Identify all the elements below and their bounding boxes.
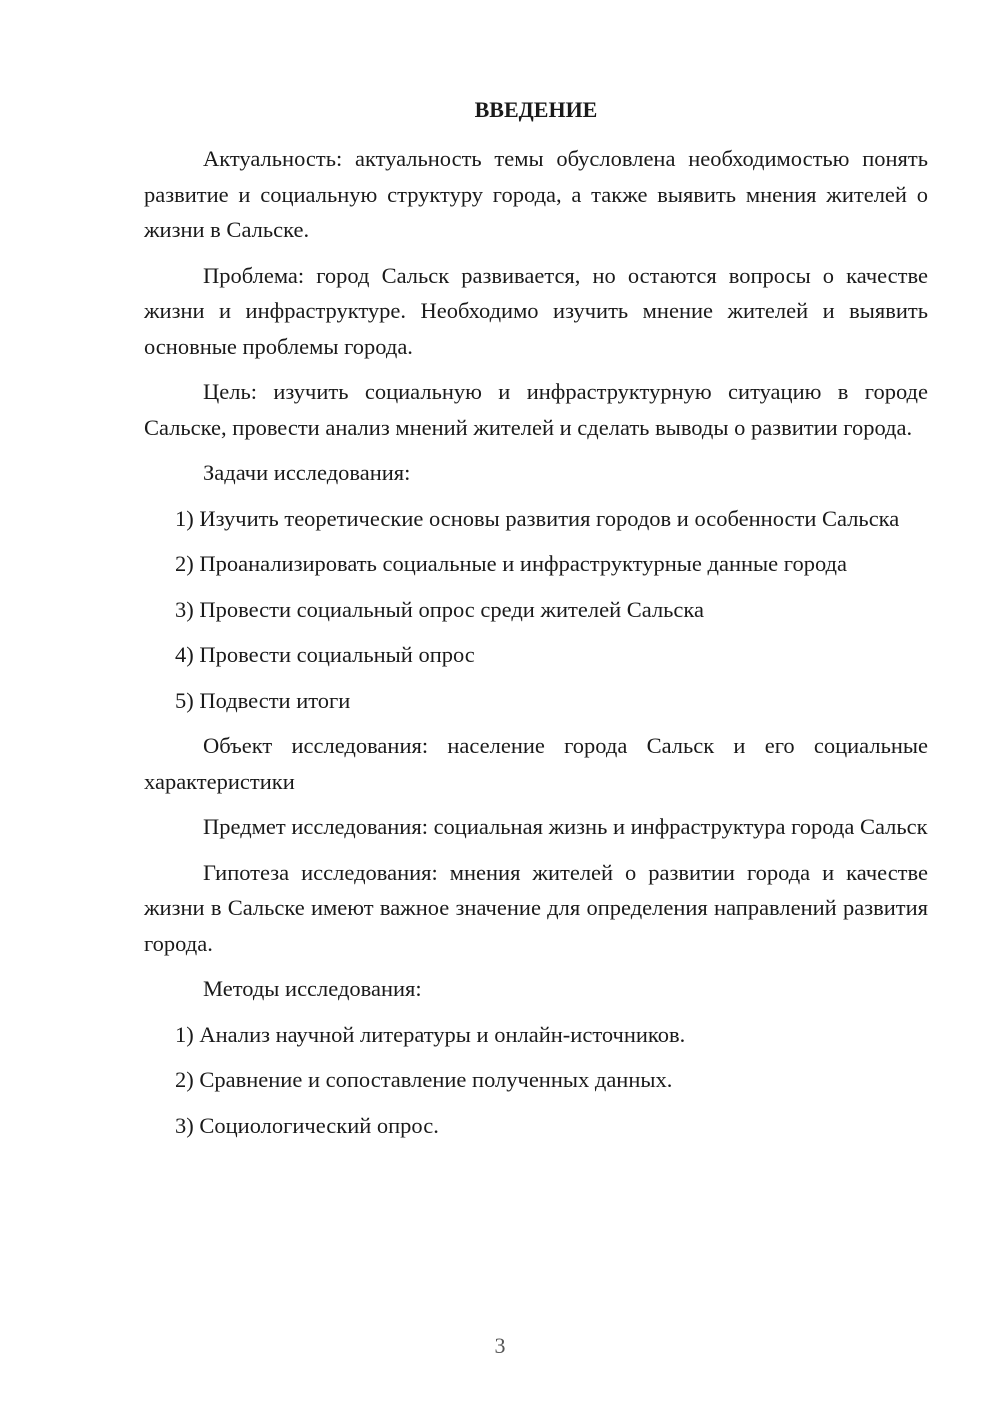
methods-title: Методы исследования:	[203, 976, 422, 1001]
page-content	[144, 92, 928, 1153]
method-item: 2) Сравнение и сопоставление полученных данных.	[175, 1067, 673, 1092]
task-item: 2) Проанализировать социальные и инфраструктурные данные города	[175, 551, 847, 576]
page-number: 3	[494, 1333, 506, 1358]
task-item: 3) Провести социальный опрос среди жителей Сальска	[175, 596, 704, 622]
hypothesis-paragraph: Гипотеза исследования: мнения жителей о развитии города и качестве жизни в Сальске имеют важное значение для определения направлений развития города.	[144, 859, 928, 956]
object-paragraph: Объект исследования: население города Сальск и его социальные характеристики	[144, 733, 928, 794]
task-item: 5) Подвести итоги	[175, 687, 351, 713]
goal-paragraph: Цель: изучить социальную и инфраструктурную ситуацию в городе Сальске, провести анализ мнений жителей и сделать выводы о развитии города.	[144, 379, 928, 440]
problem-paragraph: Проблема: город Сальск развивается, но остаются вопросы о качестве жизни и инфраструктуре. Необходимо изучить мнение жителей и выявить основные проблемы города.	[144, 262, 928, 359]
subject-paragraph: Предмет исследования: социальная жизнь и инфраструктура города Сальск	[203, 814, 928, 839]
method-item: 1) Анализ научной литературы и онлайн-источников.	[175, 1021, 686, 1047]
tasks-title: Задачи исследования:	[203, 460, 411, 485]
relevance-paragraph: Актуальность: актуальность темы обусловлена необходимостью понять развитие и социальную структуру города, а также выявить мнения жителей о жизни в Сальске.	[144, 146, 928, 242]
method-item: 3) Социологический опрос.	[175, 1112, 439, 1138]
section-heading: ВВЕДЕНИЕ	[474, 97, 598, 122]
task-item: 1) Изучить теоретические основы развития городов и особенности Сальска	[175, 505, 900, 531]
task-item: 4) Провести социальный опрос	[175, 642, 475, 667]
